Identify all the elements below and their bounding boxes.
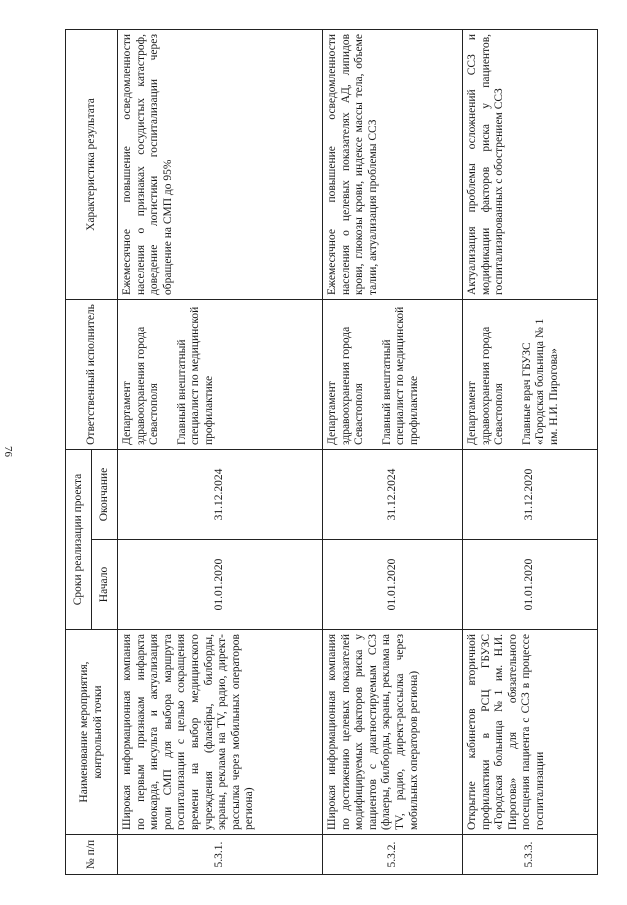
row-name: Открытие кабинетов вторичной профилактики в РСЦ ГБУЗС «Городская больница №1 им. Н.И. Пирогова» для обязательного посещения пациента с ССЗ в процессе госпитализации	[463, 630, 598, 835]
row-number: 5.3.2.	[323, 835, 463, 875]
table-row	[323, 29, 463, 874]
row-end: 31.12.2024	[118, 449, 323, 539]
responsible-dept: Департамент здравоохранения города Севастополя	[466, 326, 506, 445]
row-name: Широкая информационная компания по достижению целевых показателей модифицируемых факторов риска у пациентов с диагностируемым ССЗ (флаеры, билборды, экраны, реклама на TV, радио, директ-рассылка через мобильных операторов региона)	[323, 630, 463, 835]
row-responsible	[463, 299, 598, 449]
header-num: № п/п	[66, 835, 118, 875]
header-end: Окончание	[92, 449, 118, 539]
header-name: Наименование мероприятия, контрольной точки	[66, 630, 118, 835]
responsible-chief: Главные врач ГБУЗС «Городская больница № 1 им. Н.И. Пирогова»	[520, 318, 560, 445]
row-number: 5.3.1.	[118, 835, 323, 875]
row-result: Ежемесячное повышение осведомленности населения о признаках сосудистых катастроф, доведение логистики госпитализации через обращение на СМП до 95%	[118, 29, 323, 299]
responsible-dept: Департамент здравоохранения города Севастополя	[121, 326, 161, 445]
header-start: Начало	[92, 540, 118, 630]
responsible-dept: Департамент здравоохранения города Севастополя	[326, 326, 366, 445]
results-table-rotated	[65, 30, 597, 875]
row-result: Актуализация проблемы осложнений ССЗ и модификации факторов риска у пациентов, госпитализированных с обострением ССЗ	[463, 29, 598, 299]
row-result: Ежемесячное повышение осведомленности населения о целевых показателях АД, липидов крови, глюкозы крови, индексе массы тела, объеме талии, актуализация проблемы ССЗ	[323, 29, 463, 299]
table-row	[118, 29, 323, 874]
responsible-specialist: Главный внештатный специалист по медицинской профилактике	[175, 306, 215, 445]
row-start: 01.01.2020	[463, 540, 598, 630]
row-responsible	[118, 299, 323, 449]
header-period: Сроки реализации проекта	[66, 449, 92, 629]
results-table	[65, 29, 598, 875]
table-row	[463, 29, 598, 874]
row-end: 31.12.2020	[463, 449, 598, 539]
responsible-specialist: Главный внештатный специалист по медицинской профилактике	[380, 306, 420, 445]
row-name: Широкая информационная компания по первым признакам инфаркта миокарда, инсульта и актуализация роли СМП для выбора маршрута госпитализации с целью сокращения времени на выбор медицинского учреждения (флаейры, билборды, экраны, реклама на TV, радио, директ-рассылка через мобильных операторов региона)	[118, 630, 323, 835]
page-number: 76	[2, 446, 14, 457]
row-number: 5.3.3.	[463, 835, 598, 875]
header-responsible: Ответственный исполнитель	[66, 299, 118, 449]
row-end: 31.12.2024	[323, 449, 463, 539]
row-start: 01.01.2020	[323, 540, 463, 630]
header-result: Характеристика результата	[66, 29, 118, 299]
row-responsible	[323, 299, 463, 449]
row-start: 01.01.2020	[118, 540, 323, 630]
